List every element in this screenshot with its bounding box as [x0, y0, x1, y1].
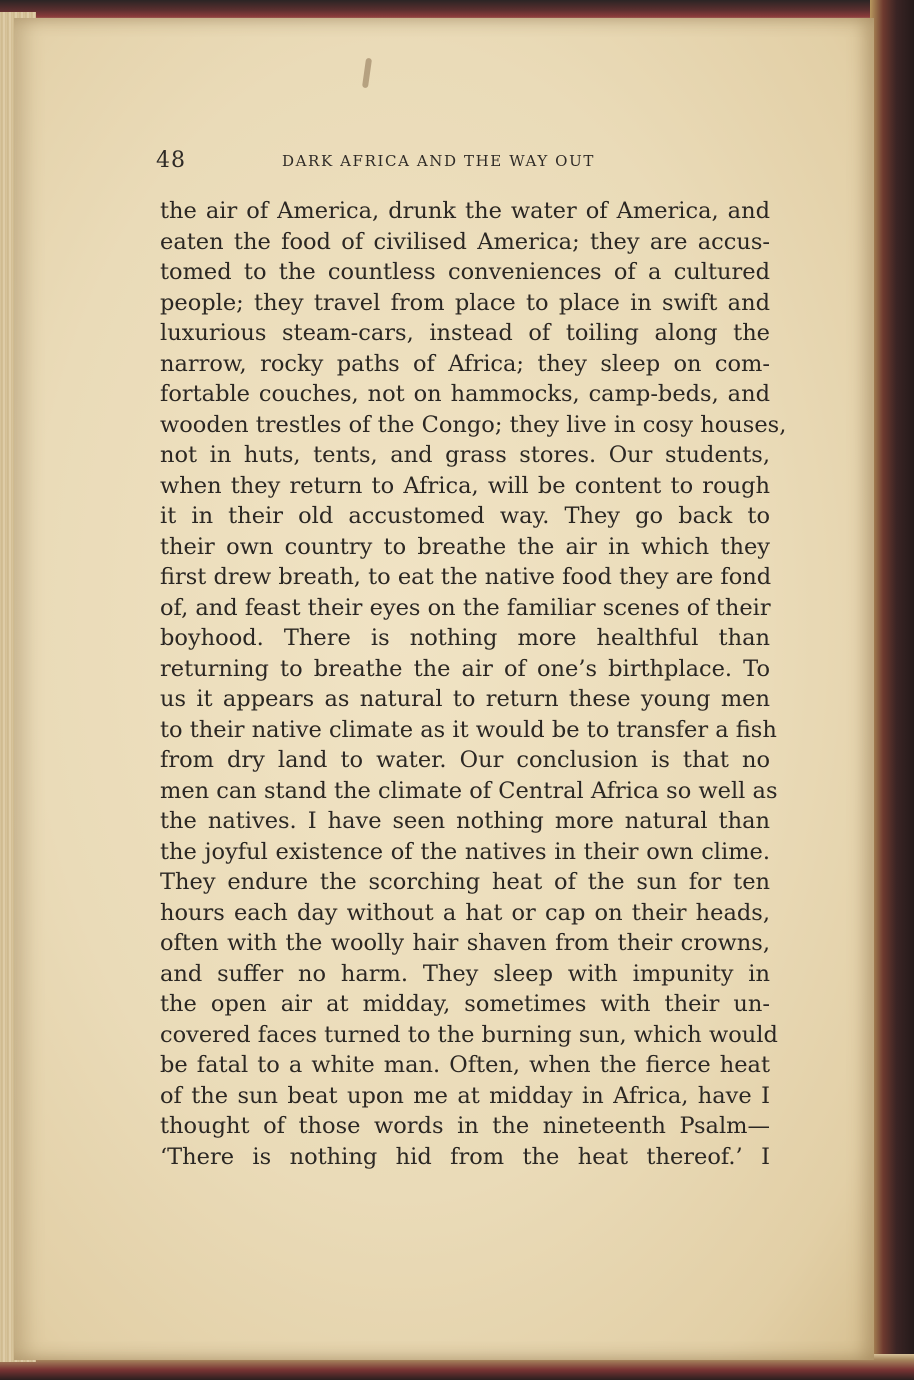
text-line: of, and feast their eyes on the familiar scenes of their [160, 594, 771, 621]
text-line: men can stand the climate of Central Africa so well as [160, 777, 778, 804]
text-line: to their native climate as it would be to transfer a fish [160, 716, 777, 743]
text-line: tomed to the countless conveniences of a cultured [160, 259, 770, 285]
text-line: from dry land to water. Our conclusion is that no [160, 747, 770, 773]
text-line: narrow, rocky paths of Africa; they sleep on com- [160, 350, 770, 377]
text-line: us it appears as natural to return these young men [160, 686, 770, 712]
body-text [160, 196, 787, 1172]
text-line: be fatal to a white man. Often, when the fierce heat [160, 1052, 770, 1078]
page-stain [362, 58, 372, 89]
text-line: the open air at midday, sometimes with their un- [160, 991, 770, 1017]
text-line: when they return to Africa, will be content to rough [160, 472, 770, 499]
text-line: wooden trestles of the Congo; they live in cosy houses, [160, 411, 787, 438]
page-number: 48 [156, 148, 186, 173]
text-line: their own country to breathe the air in which they [160, 533, 770, 560]
text-line: ‘There is nothing hid from the heat thereof.’ I [160, 1143, 770, 1170]
text-line: often with the woolly hair shaven from their crowns, [160, 930, 770, 956]
text-line: boyhood. There is nothing more healthful than [160, 625, 770, 651]
text-line: covered faces turned to the burning sun, which would [160, 1021, 778, 1048]
text-line: the air of America, drunk the water of America, and [160, 198, 770, 224]
text-line: it in their old accustomed way. They go back to [160, 503, 770, 529]
text-line: eaten the food of civilised America; they are accus- [160, 228, 770, 255]
text-line: hours each day without a hat or cap on their heads, [160, 899, 770, 926]
running-head: DARK AFRICA AND THE WAY OUT [282, 152, 595, 170]
text-line: thought of those words in the nineteenth Psalm— [160, 1113, 770, 1139]
text-line: They endure the scorching heat of the sun for ten [160, 869, 770, 895]
text-line: and suffer no harm. They sleep with impunity in [160, 960, 770, 987]
text-line: luxurious steam-cars, instead of toiling along the [160, 320, 770, 346]
text-line: first drew breath, to eat the native food they are fond [160, 564, 772, 590]
text-line: fortable couches, not on hammocks, camp-beds, and [160, 381, 770, 407]
text-line: returning to breathe the air of one’s birthplace. To [160, 655, 770, 682]
book-binding-right [870, 0, 914, 1380]
text-line: of the sun beat upon me at midday in Africa, have I [160, 1082, 770, 1109]
text-line: people; they travel from place to place in swift and [160, 289, 770, 316]
page-header [156, 148, 766, 178]
text-line: the joyful existence of the natives in their own clime. [160, 838, 770, 865]
text-line: not in huts, tents, and grass stores. Our students, [160, 442, 770, 468]
text-line: the natives. I have seen nothing more natural than [160, 808, 770, 834]
